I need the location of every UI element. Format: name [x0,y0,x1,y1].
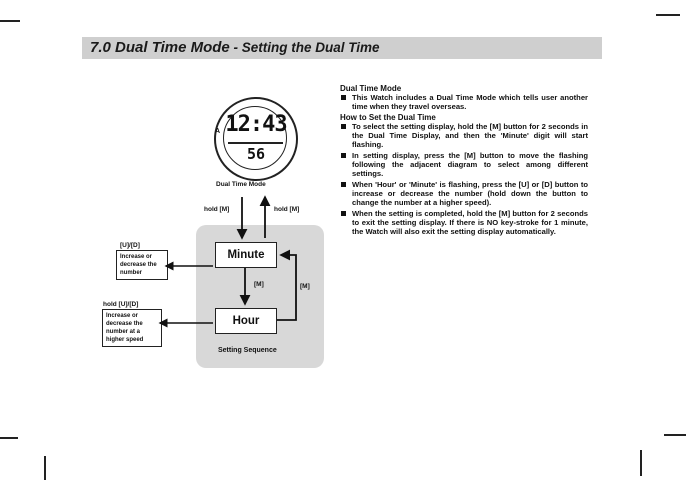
list-item-text: In setting display, press the [M] button to move the flashing following the adjacent diagram to select among different settings. [352,151,588,178]
section2-title: How to Set the Dual Time [340,113,436,122]
hold-ud-box-line: decrease the [106,321,143,327]
bullet-icon [341,95,346,100]
hold-ud-box-line: number at a [106,329,141,335]
list-item-text: When the setting is completed, hold the [M] button for 2 seconds to exit the setting display. If there is NO key-stroke for 1 minute, the Watch will also exit the setting display automatically. [352,209,588,236]
list-item [340,209,588,236]
instructions-column [340,84,588,238]
watch-seconds-display: 56 [246,145,266,163]
arrow-hour-to-minute [277,255,296,320]
watch-time-display: 12:43 [225,112,287,137]
watch-indicator: A [215,128,221,135]
hold-ud-label: hold [U]/[D] [103,301,139,308]
list-item-text: This Watch includes a Dual Time Mode which tells user another time when they travel overseas. [352,93,588,111]
m-side-label: [M] [300,283,310,290]
list-item-text: To select the setting display, hold the [M] button for 2 seconds in the Dual Time Display, and then the 'Minute' digit will start flashing. [352,122,588,149]
section-title-main: 7.0 Dual Time Mode [90,39,230,56]
list-item [340,93,588,111]
minute-setting-label: Minute [227,249,265,261]
ud-label: [U]/[D] [120,242,140,249]
hold-ud-box-line: Increase or [106,313,139,319]
ud-box-line: number [120,270,143,276]
ud-box-line: decrease the [120,262,157,268]
hold-ud-box-line: higher speed [106,337,144,343]
list-item-text: When 'Hour' or 'Minute' is flashing, press the [U] or [D] button to increase or decrease the number (hold down the button to change the number at a higher speed). [352,180,588,207]
section1-title: Dual Time Mode [340,84,402,93]
section-title-sub: Setting the Dual Time [241,40,380,55]
ud-box-line: Increase or [120,254,153,260]
hour-setting-label: Hour [232,315,260,327]
section-title-sep: - [233,40,239,55]
bullet-icon [341,124,346,129]
list-item [340,122,588,149]
bullet-icon [341,153,346,158]
list-item [340,151,588,178]
bullet-icon [341,211,346,216]
dual-time-mode-label: Dual Time Mode [216,181,266,188]
m-arrow-label: [M] [254,281,264,288]
setting-sequence-label: Setting Sequence [218,347,277,354]
list-item [340,180,588,207]
hold-m-right-label: hold [M] [274,206,300,213]
hold-m-left-label: hold [M] [204,206,230,213]
bullet-icon [341,182,346,187]
